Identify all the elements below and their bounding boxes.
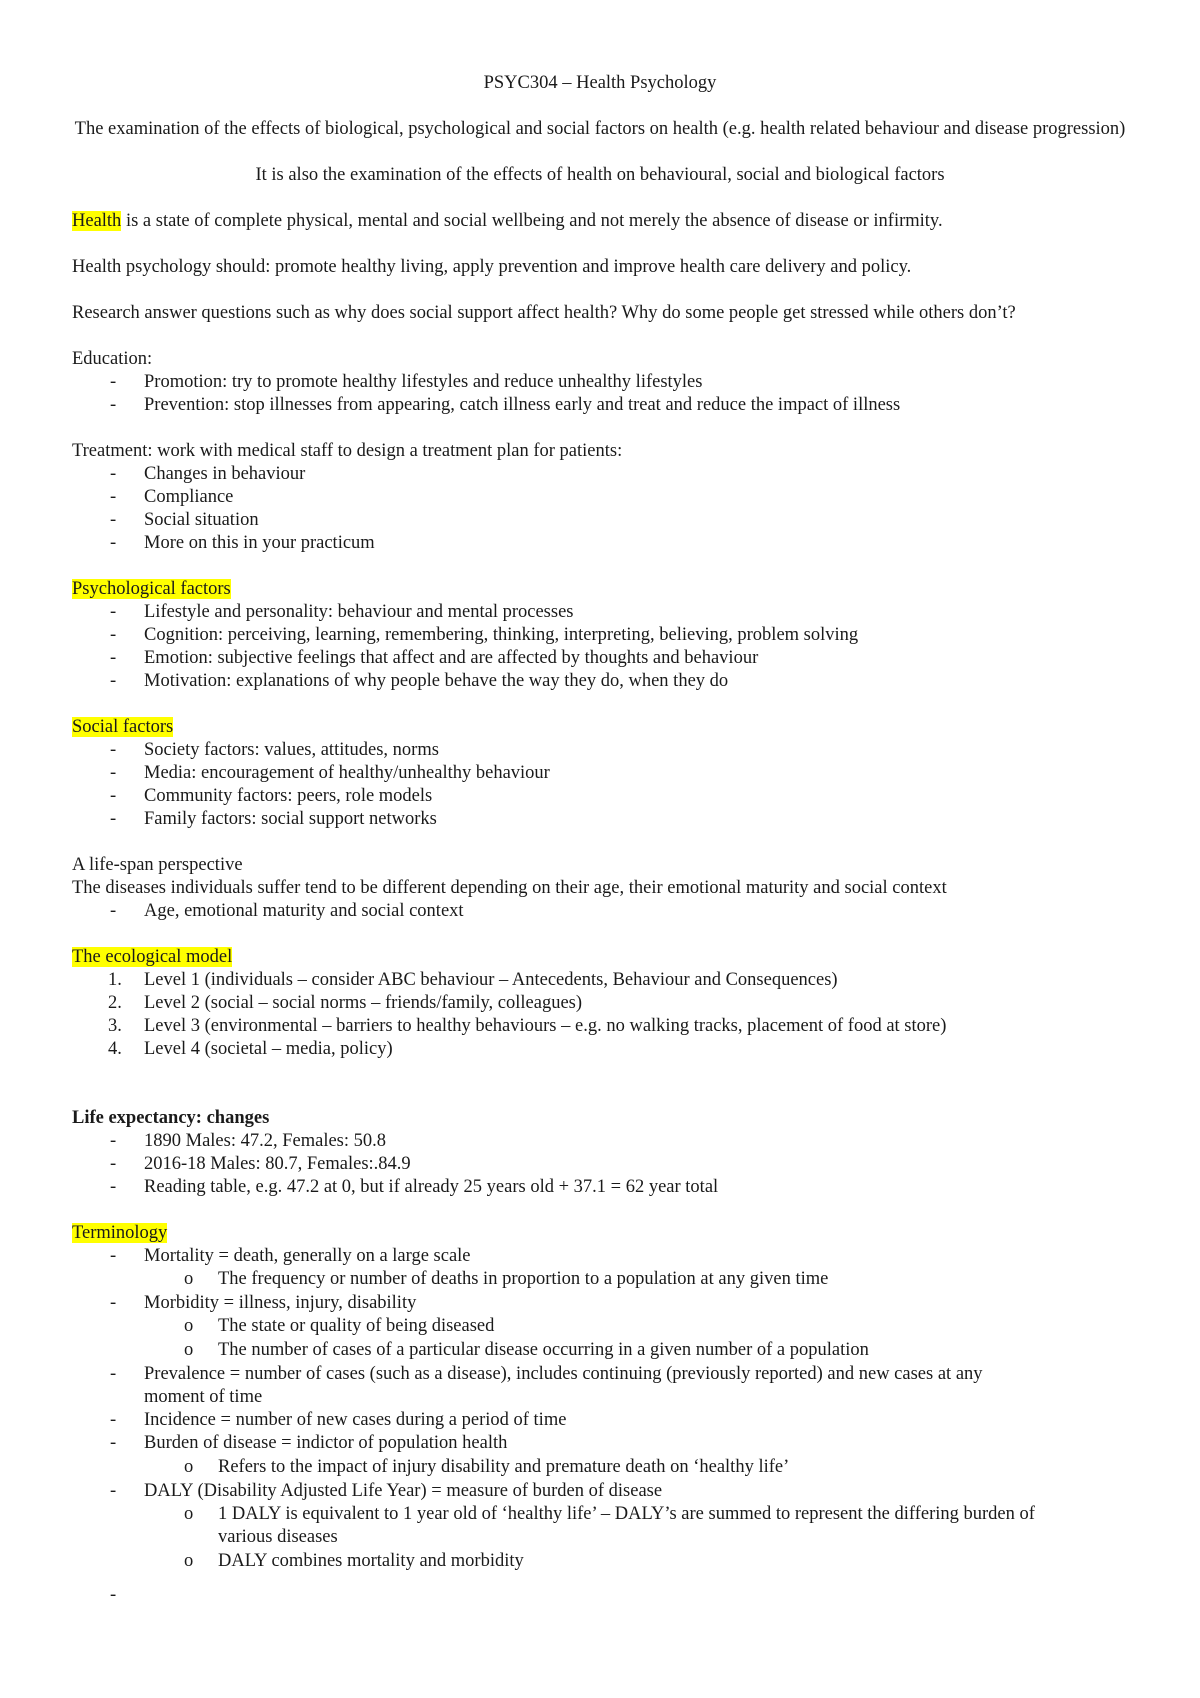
- treatment-label: Treatment: work with medical staff to design a treatment plan for patients:: [72, 441, 623, 461]
- psychological-factors-heading: [72, 578, 231, 600]
- list-number: 2.: [108, 993, 122, 1013]
- social-factors-highlight: Social factors: [72, 717, 174, 737]
- ecological-item: Level 1 (individuals – consider ABC behaviour – Antecedents, Behaviour and Consequences): [144, 970, 838, 990]
- bullet-dash: -: [110, 1131, 117, 1151]
- terminology-daly-sub: 1 DALY is equivalent to 1 year old of ‘healthy life’ – DALY’s are summed to represent the differing burden of: [218, 1504, 1035, 1524]
- terminology-morbidity-sub: The number of cases of a particular disease occurring in a given number of a population: [218, 1340, 869, 1360]
- terminology-heading: [72, 1222, 167, 1244]
- ecological-model-highlight: The ecological model: [72, 947, 233, 967]
- treatment-item: Social situation: [144, 510, 259, 530]
- bullet-dash: -: [110, 510, 117, 530]
- treatment-item: Changes in behaviour: [144, 464, 306, 484]
- bullet-dash: -: [110, 464, 117, 484]
- list-number: 1.: [108, 970, 122, 990]
- bullet-circle: o: [184, 1269, 194, 1289]
- research-questions: Research answer questions such as why does social support affect health? Why do some people get stressed while others don’t?: [72, 303, 1016, 323]
- bullet-dash: -: [110, 671, 117, 691]
- bullet-dash: -: [110, 533, 117, 553]
- document-title: PSYC304 – Health Psychology: [483, 73, 717, 93]
- bullet-circle: o: [184, 1316, 194, 1336]
- ecological-item: Level 2 (social – social norms – friends/family, colleagues): [144, 993, 583, 1013]
- social-factors-heading: [72, 716, 173, 738]
- treatment-item: Compliance: [144, 487, 234, 507]
- life-expectancy-item: Reading table, e.g. 47.2 at 0, but if already 25 years old + 37.1 = 62 year total: [144, 1177, 719, 1197]
- bullet-dash: -: [110, 625, 117, 645]
- bullet-circle: o: [184, 1551, 194, 1571]
- bullet-dash: -: [110, 1154, 117, 1174]
- psychological-item: Emotion: subjective feelings that affect and are affected by thoughts and behaviour: [144, 648, 759, 668]
- health-definition: [72, 210, 943, 232]
- lifespan-text: The diseases individuals suffer tend to be different depending on their age, their emotional maturity and social context: [72, 878, 947, 898]
- bullet-dash: -: [110, 1433, 117, 1453]
- terminology-burden-sub: Refers to the impact of injury disability and premature death on ‘healthy life’: [218, 1457, 790, 1477]
- psychological-item: Lifestyle and personality: behaviour and mental processes: [144, 602, 574, 622]
- bullet-dash: -: [110, 372, 117, 392]
- terminology-prevalence-cont: moment of time: [144, 1387, 263, 1407]
- life-expectancy-item: 2016-18 Males: 80.7, Females:.84.9: [144, 1154, 411, 1174]
- terminology-daly-sub: DALY combines mortality and morbidity: [218, 1551, 524, 1571]
- list-number: 4.: [108, 1039, 122, 1059]
- life-expectancy-heading: Life expectancy: changes: [72, 1108, 270, 1128]
- terminology-daly: DALY (Disability Adjusted Life Year) = measure of burden of disease: [144, 1481, 663, 1501]
- bullet-dash: -: [110, 648, 117, 668]
- bullet-dash: -: [110, 395, 117, 415]
- social-item: Media: encouragement of healthy/unhealthy behaviour: [144, 763, 550, 783]
- bullet-dash: -: [110, 786, 117, 806]
- social-item: Society factors: values, attitudes, norms: [144, 740, 439, 760]
- terminology-prevalence: Prevalence = number of cases (such as a disease), includes continuing (previously reported) and new cases at any: [144, 1364, 983, 1384]
- ecological-item: Level 3 (environmental – barriers to healthy behaviours – e.g. no walking tracks, placement of food at store): [144, 1016, 947, 1036]
- health-psychology-should: Health psychology should: promote healthy living, apply prevention and improve health care delivery and policy.: [72, 257, 912, 277]
- education-item: Prevention: stop illnesses from appearing, catch illness early and treat and reduce the impact of illness: [144, 395, 901, 415]
- bullet-dash: -: [110, 602, 117, 622]
- bullet-circle: o: [184, 1504, 194, 1524]
- ecological-model-heading: [72, 946, 232, 968]
- terminology-burden: Burden of disease = indictor of population health: [144, 1433, 508, 1453]
- terminology-daly-sub-cont: various diseases: [218, 1527, 338, 1547]
- bullet-dash: -: [110, 809, 117, 829]
- terminology-highlight: Terminology: [72, 1223, 168, 1243]
- social-item: Family factors: social support networks: [144, 809, 437, 829]
- terminology-morbidity: Morbidity = illness, injury, disability: [144, 1293, 417, 1313]
- health-term-highlight: Health: [72, 211, 122, 231]
- bullet-dash: -: [110, 1293, 117, 1313]
- bullet-dash: -: [110, 1410, 117, 1430]
- bullet-dash: -: [110, 1364, 117, 1384]
- psychological-item: Cognition: perceiving, learning, remembering, thinking, interpreting, believing, problem solving: [144, 625, 859, 645]
- treatment-item: More on this in your practicum: [144, 533, 375, 553]
- social-item: Community factors: peers, role models: [144, 786, 433, 806]
- intro-line-1: The examination of the effects of biological, psychological and social factors on health (e.g. health related behaviour and disease progression): [74, 119, 1126, 139]
- bullet-dash: -: [110, 1177, 117, 1197]
- terminology-incidence: Incidence = number of new cases during a period of time: [144, 1410, 567, 1430]
- bullet-dash: -: [110, 901, 117, 921]
- bullet-dash: -: [110, 763, 117, 783]
- terminology-mortality-sub: The frequency or number of deaths in proportion to a population at any given time: [218, 1269, 829, 1289]
- bullet-dash: -: [110, 740, 117, 760]
- terminology-mortality: Mortality = death, generally on a large scale: [144, 1246, 471, 1266]
- bullet-circle: o: [184, 1340, 194, 1360]
- bullet-dash: -: [110, 1481, 117, 1501]
- terminology-morbidity-sub: The state or quality of being diseased: [218, 1316, 495, 1336]
- bullet-dash: -: [110, 487, 117, 507]
- list-number: 3.: [108, 1016, 122, 1036]
- ecological-item: Level 4 (societal – media, policy): [144, 1039, 393, 1059]
- intro-line-2: It is also the examination of the effects of health on behavioural, social and biological factors: [255, 165, 945, 185]
- life-expectancy-item: 1890 Males: 47.2, Females: 50.8: [144, 1131, 387, 1151]
- bullet-circle: o: [184, 1457, 194, 1477]
- lifespan-label: A life-span perspective: [72, 855, 243, 875]
- lifespan-item: Age, emotional maturity and social context: [144, 901, 464, 921]
- psychological-factors-highlight: Psychological factors: [72, 579, 231, 599]
- bullet-dash: -: [110, 1585, 117, 1605]
- health-definition-text: is a state of complete physical, mental and social wellbeing and not merely the absence of disease or infirmity.: [121, 211, 943, 231]
- psychological-item: Motivation: explanations of why people behave the way they do, when they do: [144, 671, 729, 691]
- education-label: Education:: [72, 349, 153, 369]
- education-item: Promotion: try to promote healthy lifestyles and reduce unhealthy lifestyles: [144, 372, 703, 392]
- bullet-dash: -: [110, 1246, 117, 1266]
